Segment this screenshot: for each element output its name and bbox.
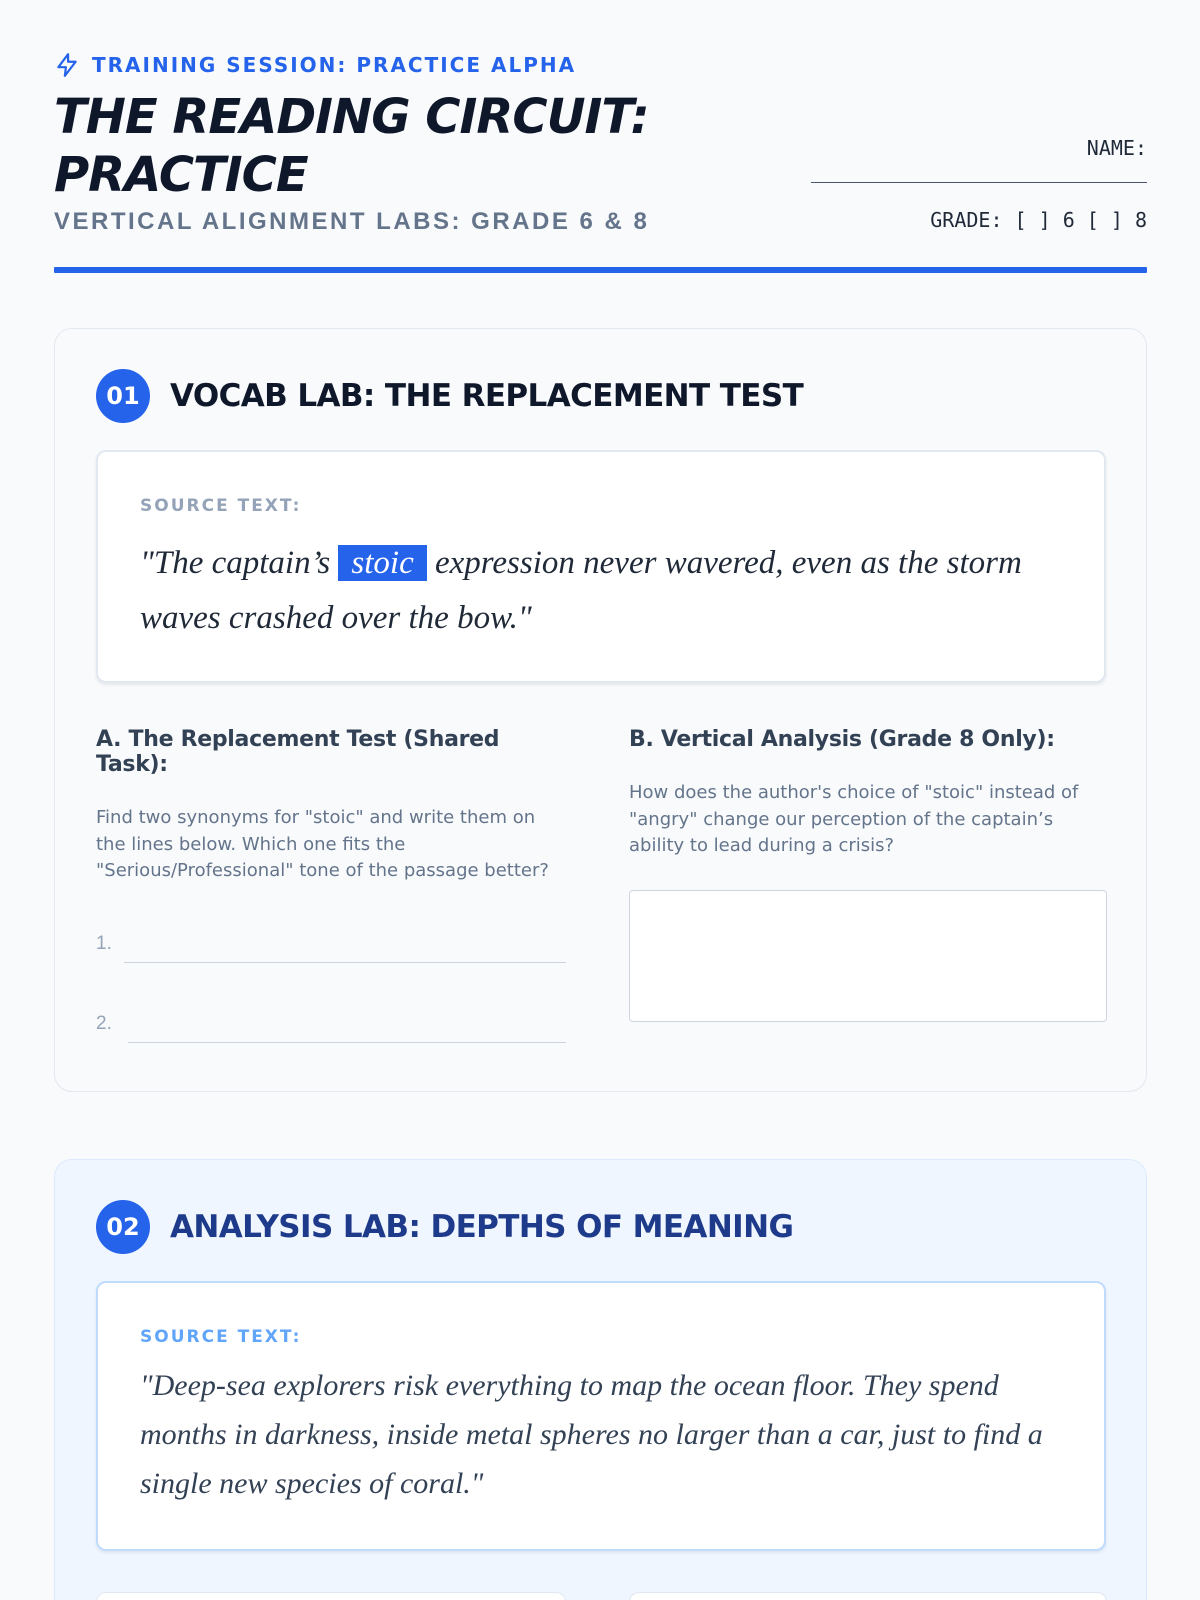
synonym-line-2[interactable] [96, 1013, 566, 1043]
source-label: SOURCE TEXT: [140, 1327, 302, 1347]
source-text-box [96, 450, 1106, 683]
page-subtitle: VERTICAL ALIGNMENT LABS: GRADE 6 & 8 [54, 208, 650, 235]
task-b [629, 727, 1107, 1057]
section-number-badge: 02 [96, 1200, 150, 1254]
section-number-badge: 01 [96, 369, 150, 423]
task-a-heading: A. The Replacement Test (Shared Task): [96, 727, 500, 777]
write-line[interactable] [124, 962, 566, 963]
name-field[interactable] [811, 136, 1147, 183]
section-title: ANALYSIS LAB: DEPTHS OF MEANING [170, 1209, 794, 1245]
task-a [96, 727, 566, 1057]
source-passage [140, 536, 1070, 646]
section-header [96, 369, 803, 423]
worksheet-page [54, 0, 1147, 1600]
worksheet-header [54, 0, 1147, 274]
header-divider [54, 267, 1147, 273]
task-b-instructions: How does the author's choice of "stoic" instead of "angry" change our perception of the captain’s ability to lead during a crisis? [629, 782, 1079, 856]
synonym-line-1[interactable] [96, 933, 566, 963]
task-box [629, 1592, 1107, 1600]
session-label: TRAINING SESSION: PRACTICE ALPHA [92, 53, 577, 77]
section-analysis-lab [54, 1159, 1147, 1600]
line-number: 1. [96, 933, 112, 954]
section-title: VOCAB LAB: THE REPLACEMENT TEST [170, 378, 804, 414]
section-vocab-lab [54, 328, 1147, 1092]
source-label: SOURCE TEXT: [140, 496, 302, 516]
highlighted-word: stoic [338, 545, 426, 581]
lightning-bolt-icon [54, 52, 80, 78]
task-b-heading: B. Vertical Analysis (Grade 8 Only): [629, 727, 1055, 752]
line-number: 2. [96, 1013, 112, 1034]
write-line[interactable] [128, 1042, 566, 1043]
source-text-after: expression never wavered, even as the storm waves crashed over the bow." [140, 545, 1022, 636]
section-header [96, 1200, 793, 1254]
source-text-before: "The captain’s [140, 545, 339, 581]
grade-selector[interactable]: GRADE: [ ] 6 [ ] 8 [930, 208, 1147, 232]
source-text-box [96, 1281, 1106, 1551]
task-box [96, 1592, 566, 1600]
task-a-instructions: Find two synonyms for "stoic" and write them on the lines below. Which one fits the "Serious/Professional" tone of the passage better? [96, 807, 549, 881]
session-tag [54, 52, 576, 78]
name-write-line[interactable] [811, 182, 1147, 183]
analysis-answer-box[interactable] [629, 890, 1107, 1022]
source-passage: "Deep-sea explorers risk everything to map the ocean floor. They spend months in darkness, inside metal spheres no larger than a car, just to find a single new species of coral." [140, 1369, 1043, 1500]
page-title: THE READING CIRCUIT: PRACTICE [54, 89, 649, 203]
name-label: NAME: [1086, 136, 1147, 160]
